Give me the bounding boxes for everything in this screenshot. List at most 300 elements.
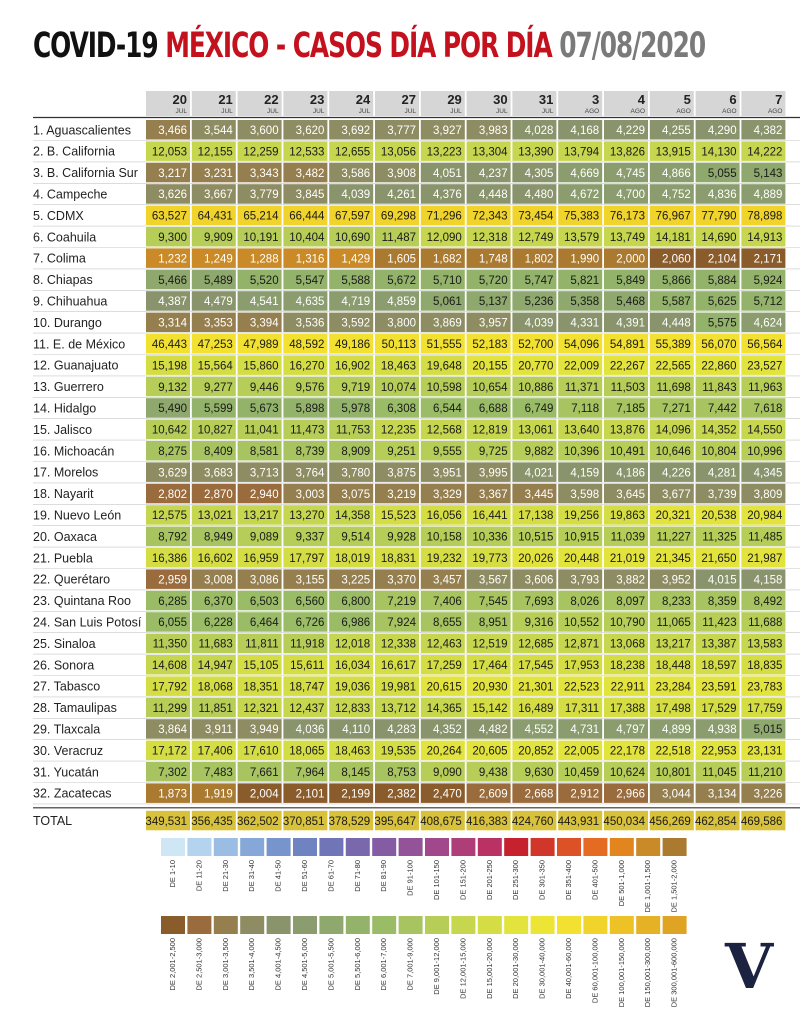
cell-value: 12,235 [380,424,416,437]
cell-value: 6,560 [295,595,325,608]
row-label: 14. Hidalgo [33,401,97,416]
cell-value: 20,930 [472,681,508,694]
legend-top-label: DE 21-30 [220,860,230,892]
row-label: 15. Jalisco [33,422,93,437]
cell-value: 20,852 [518,745,554,758]
cell-value: 2,199 [341,788,371,801]
cell-value: 18,238 [609,659,645,672]
cell-value: 3,983 [478,124,508,137]
cell-value: 10,804 [701,445,737,458]
total-value: 378,529 [328,815,371,828]
cell-value: 12,463 [426,638,462,651]
cell-value: 5,720 [478,274,508,287]
cell-value: 7,271 [662,403,691,416]
date-header-month: AGO [722,108,737,115]
cell-value: 71,296 [426,210,462,223]
legend-top-swatch [399,838,423,856]
cell-value: 3,134 [707,788,737,801]
cell-value: 6,370 [204,595,233,608]
cell-value: 12,655 [335,146,371,159]
cell-value: 4,731 [570,724,600,737]
cell-value: 18,448 [655,659,691,672]
cell-value: 7,618 [753,403,783,416]
cell-value: 11,698 [656,381,691,394]
cell-value: 8,792 [158,531,187,544]
cell-value: 3,957 [478,317,508,330]
title-date: 07/08/2020 [559,26,706,66]
cell-value: 11,041 [244,424,279,437]
cell-value: 5,924 [753,274,783,287]
cell-value: 12,575 [151,510,187,523]
cell-value: 2,470 [433,788,462,801]
cell-value: 5,143 [753,167,783,180]
cell-value: 3,592 [341,317,371,330]
cell-value: 20,538 [701,510,737,523]
cell-value: 69,298 [380,210,416,223]
date-header-day: 27 [401,92,416,107]
cell-value: 47,989 [243,338,279,351]
cell-value: 18,831 [380,552,416,565]
cell-value: 19,535 [380,745,416,758]
cell-value: 5,821 [570,274,600,287]
cell-value: 1,288 [249,253,279,266]
row-label: 20. Oaxaca [33,529,97,544]
cell-value: 17,797 [289,552,325,565]
cell-value: 22,009 [564,360,600,373]
cell-value: 18,463 [335,745,371,758]
cell-value: 5,490 [158,403,187,416]
cell-value: 11,065 [656,617,691,630]
cell-value: 1,605 [387,253,416,266]
cell-value: 13,068 [609,638,645,651]
cell-value: 6,749 [524,403,554,416]
cell-value: 14,608 [151,659,187,672]
cell-value: 1,249 [204,253,233,266]
cell-value: 9,630 [524,766,554,779]
cell-value: 10,552 [564,617,600,630]
date-header-month: JUL [496,108,508,115]
legend-top-label: DE 251-300 [511,860,521,901]
legend-bottom-swatch [214,916,238,934]
cell-value: 10,158 [426,531,462,544]
cell-value: 10,654 [472,381,508,394]
cell-value: 4,448 [478,189,508,202]
cell-value: 8,026 [570,595,600,608]
cell-value: 4,039 [341,189,371,202]
date-header-day: 29 [447,92,462,107]
row-label: 29. Tlaxcala [33,722,101,737]
cell-value: 6,503 [249,595,279,608]
cell-value: 3,845 [295,189,325,202]
cell-value: 4,345 [753,467,783,480]
row-label: 3. B. California Sur [33,166,138,181]
cell-value: 7,661 [249,766,279,779]
row-label: 10. Durango [33,315,102,330]
cell-value: 1,919 [204,788,233,801]
cell-value: 14,690 [701,231,737,244]
cell-value: 19,863 [609,510,645,523]
cell-value: 8,739 [295,445,325,458]
cell-value: 10,886 [518,381,554,394]
cell-value: 3,367 [478,488,508,501]
cell-value: 17,759 [747,702,783,715]
cell-value: 8,275 [158,445,187,458]
cell-value: 22,860 [701,360,737,373]
date-header-day: 30 [493,92,508,107]
cell-value: 5,358 [570,296,600,309]
row-label: 30. Veracruz [33,743,104,758]
legend-bottom-label: DE 3,501-4,000 [247,938,257,991]
total-value: 456,269 [649,815,691,828]
cell-value: 64,431 [197,210,233,223]
legend-top-swatch [557,838,581,856]
cell-value: 2,060 [662,253,691,266]
legend-top-swatch [161,838,185,856]
cell-value: 3,869 [433,317,462,330]
date-header-month: AGO [767,108,783,115]
cell-value: 10,074 [380,381,416,394]
cell-value: 4,635 [295,296,325,309]
cell-value: 4,237 [478,167,508,180]
legend-bottom-swatch [240,916,264,934]
cell-value: 4,376 [433,189,462,202]
date-header-day: 5 [683,92,691,107]
cell-value: 22,911 [610,681,645,694]
cell-value: 6,055 [158,617,187,630]
cell-value: 4,899 [662,724,691,737]
cell-value: 1,990 [570,253,600,266]
cell-value: 19,981 [380,681,416,694]
cell-value: 4,669 [570,167,600,180]
cell-value: 22,518 [655,745,691,758]
row-label: 23. Quintana Roo [33,594,131,609]
cell-value: 9,576 [295,381,325,394]
cell-value: 9,438 [478,766,508,779]
cell-value: 7,964 [295,766,325,779]
cell-value: 9,719 [341,381,371,394]
total-value: 443,931 [557,815,600,828]
cell-value: 3,044 [662,788,691,801]
cell-value: 63,527 [151,210,187,223]
cell-value: 65,214 [243,210,279,223]
cell-value: 3,793 [570,574,600,587]
cell-value: 14,130 [701,146,737,159]
cell-value: 4,028 [524,124,554,137]
row-label: 9. Chihuahua [33,294,108,309]
cell-value: 77,790 [701,210,737,223]
cell-value: 2,000 [616,253,645,266]
legend-top-swatch [425,838,449,856]
cell-value: 5,489 [204,274,233,287]
cell-value: 12,568 [426,424,462,437]
title-covid: COVID-19 [33,26,158,66]
cell-value: 6,544 [433,403,462,416]
cell-value: 13,876 [609,424,645,437]
cell-value: 22,267 [609,360,645,373]
cell-value: 10,515 [518,531,554,544]
cell-value: 6,285 [158,595,187,608]
cell-value: 23,783 [747,681,783,694]
cell-value: 10,915 [564,531,600,544]
cell-value: 3,995 [478,467,508,480]
cell-value: 11,325 [702,531,737,544]
cell-value: 4,261 [387,189,416,202]
cell-value: 7,442 [707,403,737,416]
cell-value: 10,491 [609,445,645,458]
legend-bottom-label: DE 150,001-300,000 [643,938,653,1008]
cell-value: 13,304 [472,146,508,159]
cell-value: 8,753 [387,766,416,779]
date-header-month: JUL [221,108,233,115]
cell-value: 3,882 [616,574,645,587]
cell-value: 3,225 [341,574,371,587]
cell-value: 14,365 [426,702,462,715]
cell-value: 19,232 [426,552,462,565]
cell-value: 13,794 [564,146,600,159]
date-header-day: 21 [218,92,233,107]
row-label: 1. Aguascalientes [33,123,131,138]
cell-value: 12,053 [151,146,187,159]
cell-value: 12,321 [243,702,279,715]
date-header-day: 4 [637,92,645,107]
cell-value: 3,482 [295,167,325,180]
cell-value: 10,827 [197,424,233,437]
cell-value: 66,444 [289,210,325,223]
cell-value: 4,541 [249,296,279,309]
row-label: 25. Sinaloa [33,636,96,651]
cell-value: 23,591 [701,681,737,694]
cell-value: 20,026 [518,552,554,565]
cell-value: 5,588 [341,274,371,287]
total-value: 349,531 [145,815,187,828]
cell-value: 3,457 [433,574,462,587]
legend-top-swatch [478,838,502,856]
row-label: 19. Nuevo León [33,508,122,523]
cell-value: 4,387 [158,296,187,309]
date-header-month: JUL [450,108,462,115]
legend-bottom-swatch [531,916,555,934]
cell-value: 11,227 [656,531,691,544]
cell-value: 3,343 [249,167,279,180]
legend-top-swatch [240,838,264,856]
legend-bottom-swatch [610,916,634,934]
cell-value: 3,445 [524,488,554,501]
cell-value: 9,882 [524,445,554,458]
legend-bottom-swatch [293,916,317,934]
legend-top-swatch [504,838,528,856]
legend-bottom-swatch [663,916,687,934]
cell-value: 9,909 [204,231,233,244]
cell-value: 3,780 [341,467,371,480]
cell-value: 14,913 [747,231,783,244]
date-header-month: JUL [358,108,371,115]
cell-value: 13,270 [289,510,325,523]
cell-value: 11,753 [335,424,371,437]
legend-bottom-label: DE 30,001-40,000 [537,938,547,999]
cell-value: 14,352 [701,424,737,437]
cell-value: 3,667 [204,189,233,202]
cell-value: 6,726 [295,617,325,630]
total-value: 424,760 [511,815,554,828]
date-header-month: JUL [312,108,325,115]
cell-value: 4,168 [570,124,600,137]
cell-value: 4,745 [616,167,645,180]
cell-value: 56,564 [747,338,783,351]
cell-value: 4,186 [616,467,645,480]
cell-value: 15,523 [380,510,416,523]
cell-value: 8,909 [341,445,371,458]
cell-value: 23,527 [747,360,783,373]
legend-top-label: DE 301-350 [537,860,547,901]
cell-value: 17,311 [564,702,600,715]
date-header-month: AGO [676,108,691,115]
cell-value: 9,725 [478,445,508,458]
row-label: 26. Sonora [33,658,95,673]
cell-value: 10,598 [426,381,462,394]
cell-value: 4,110 [342,724,371,737]
cell-value: 11,688 [748,617,783,630]
cell-value: 4,866 [662,167,691,180]
cell-value: 22,005 [564,745,600,758]
cell-value: 18,463 [380,360,416,373]
cell-value: 5,137 [478,296,508,309]
cell-value: 3,370 [387,574,416,587]
legend-top-label: DE 401-500 [590,860,600,901]
cell-value: 4,159 [570,467,600,480]
cell-value: 3,800 [387,317,416,330]
cell-value: 13,217 [243,510,279,523]
cell-value: 49,186 [335,338,371,351]
cell-value: 50,113 [381,338,416,351]
brand-logo: V [724,930,774,1003]
cell-value: 11,963 [748,381,783,394]
title-mexico-casos: MÉXICO - CASOS DÍA POR DÍA [165,26,552,66]
cell-value: 17,545 [518,659,554,672]
cell-value: 11,683 [198,638,233,651]
cell-value: 4,797 [616,724,645,737]
legend-top-label: DE 51-60 [300,860,309,892]
cell-value: 3,927 [433,124,462,137]
row-label: 11. E. de México [33,337,126,352]
cell-value: 13,915 [655,146,691,159]
cell-value: 20,605 [472,745,508,758]
date-header-day: 6 [729,92,737,107]
legend-top-swatch [531,838,555,856]
cell-value: 15,105 [243,659,279,672]
cell-value: 2,959 [158,574,187,587]
row-label: 17. Morelos [33,465,99,480]
legend-bottom-swatch [399,916,423,934]
cell-value: 13,712 [380,702,416,715]
cell-value: 4,352 [433,724,462,737]
cell-value: 5,712 [753,296,783,309]
total-value: 416,383 [466,815,508,828]
legend-top-swatch [636,838,660,856]
cell-value: 11,485 [748,531,783,544]
cell-value: 21,650 [701,552,737,565]
cell-value: 14,550 [747,424,783,437]
cell-value: 6,228 [204,617,233,630]
cell-value: 18,597 [701,659,737,672]
cell-value: 11,371 [564,381,600,394]
cell-value: 10,801 [655,766,691,779]
cell-value: 3,951 [433,467,462,480]
cell-value: 21,301 [518,681,554,694]
legend-top-label: DE 81-90 [379,860,389,892]
legend-bottom-swatch [478,916,502,934]
cell-value: 4,479 [204,296,233,309]
legend-bottom-swatch [372,916,396,934]
cell-value: 6,800 [341,595,371,608]
total-label: TOTAL [33,814,73,829]
cell-value: 3,219 [387,488,416,501]
cell-value: 12,318 [472,231,508,244]
legend-top-label: DE 61-70 [326,860,336,892]
cell-value: 5,466 [158,274,187,287]
cell-value: 12,090 [426,231,462,244]
cell-value: 3,314 [158,317,187,330]
legend-top-swatch [663,838,687,856]
cell-value: 3,908 [387,167,416,180]
cell-value: 5,599 [204,403,233,416]
legend-bottom-swatch [346,916,370,934]
cell-value: 10,690 [335,231,371,244]
cell-value: 11,918 [290,638,325,651]
cell-value: 3,645 [616,488,645,501]
legend-bottom-swatch [425,916,449,934]
cell-value: 3,677 [662,488,691,501]
legend-top-label: DE 1,501-2,000 [669,860,679,913]
date-header-day: 31 [538,92,554,107]
cell-value: 3,600 [249,124,279,137]
cell-value: 4,752 [662,189,691,202]
cell-value: 5,747 [524,274,554,287]
cell-value: 8,145 [341,766,371,779]
cell-value: 3,003 [295,488,325,501]
cell-value: 20,321 [655,510,691,523]
total-value: 469,586 [740,815,783,828]
cell-value: 72,343 [472,210,508,223]
cell-value: 2,966 [616,788,645,801]
cell-value: 4,889 [753,189,783,202]
cell-value: 20,155 [472,360,508,373]
cell-value: 5,884 [707,274,737,287]
legend-top-swatch [583,838,607,856]
cell-value: 13,640 [564,424,600,437]
cell-value: 54,891 [609,338,645,351]
cell-value: 20,448 [564,552,600,565]
cell-value: 13,826 [609,146,645,159]
legend-bottom-swatch [504,916,528,934]
cell-value: 8,409 [204,445,233,458]
cell-value: 4,859 [387,296,416,309]
date-header-day: 7 [775,92,783,107]
cell-value: 5,672 [387,274,416,287]
cell-value: 17,406 [197,745,233,758]
cell-value: 10,790 [609,617,645,630]
cell-value: 1,682 [433,253,462,266]
cell-value: 8,492 [753,595,783,608]
cell-value: 12,533 [289,146,325,159]
total-value: 408,675 [420,815,462,828]
cell-value: 7,406 [433,595,462,608]
legend-top-label: DE 151-200 [458,860,468,901]
legend-bottom-label: DE 40,001-60,000 [564,938,573,999]
cell-value: 14,947 [197,659,233,672]
cell-value: 8,949 [204,531,233,544]
cell-value: 11,350 [152,638,187,651]
row-label: 12. Guanajuato [33,358,119,373]
